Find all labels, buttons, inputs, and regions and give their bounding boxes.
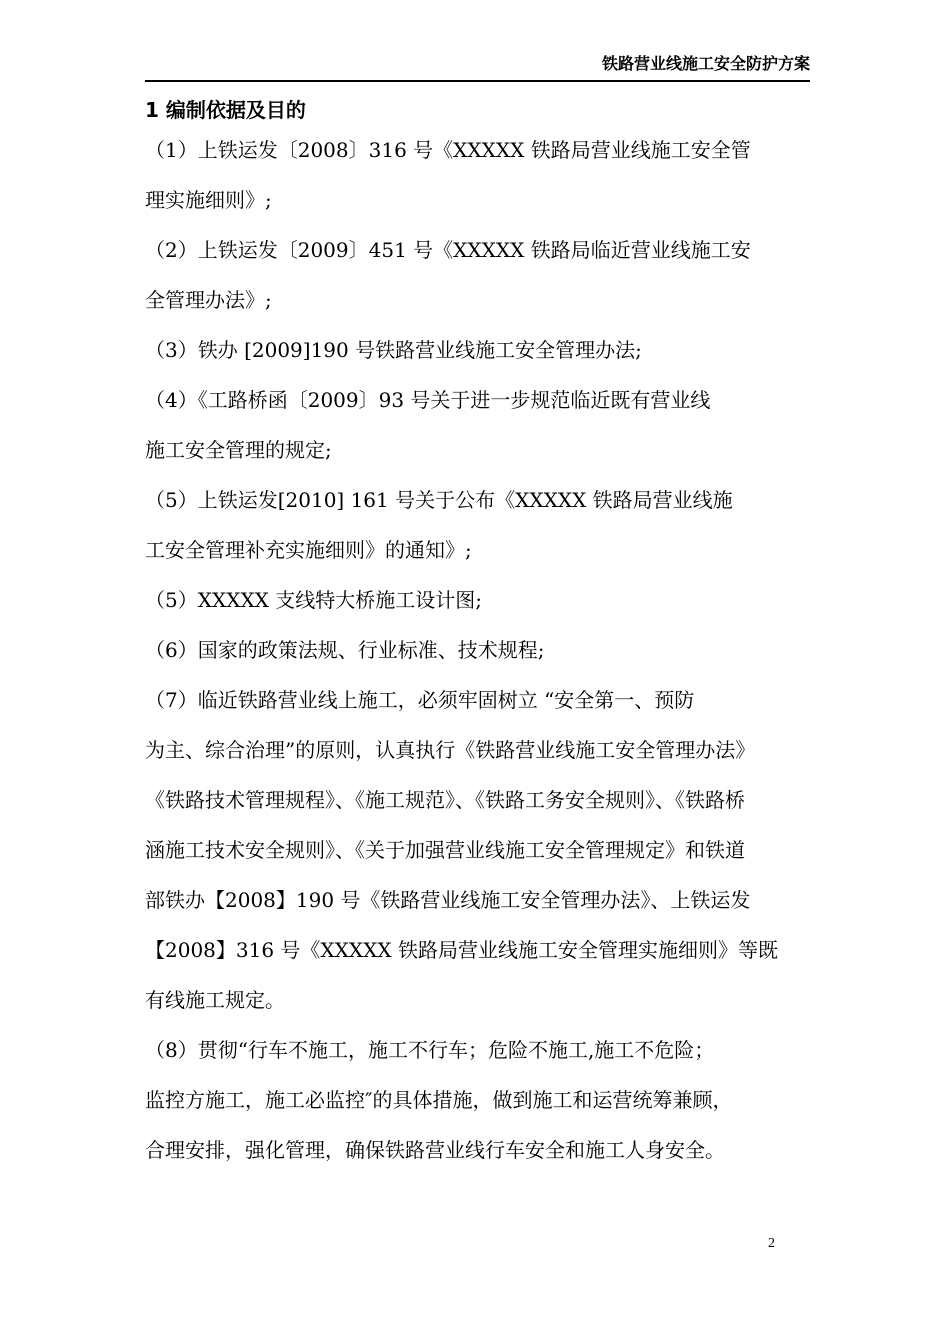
- header-title: 铁路营业线施工安全防护方案: [601, 54, 810, 73]
- body-line: 施工安全管理的规定;: [145, 438, 332, 462]
- body-line: （1）上铁运发〔2008〕316 号《XXXXX 铁路局营业线施工安全管: [145, 138, 751, 162]
- body-line: 【2008】316 号《XXXXX 铁路局营业线施工安全管理实施细则》等既: [145, 938, 778, 962]
- body-line: （5）上铁运发[2010] 161 号关于公布《XXXXX 铁路局营业线施: [145, 488, 733, 512]
- page-header: [145, 52, 810, 82]
- body-line: 工安全管理补充实施细则》的通知》;: [145, 538, 472, 562]
- body-line: （3）铁办 [2009]190 号铁路营业线施工安全管理办法;: [145, 338, 642, 362]
- body-line: 有线施工规定。: [145, 988, 285, 1012]
- body-line: 理实施细则》;: [145, 188, 272, 212]
- body-line: （7）临近铁路营业线上施工，必须牢固树立 “安全第一、预防: [145, 688, 695, 712]
- body-line: 监控方施工，施工必监控″的具体措施，做到施工和运营统筹兼顾，: [145, 1088, 733, 1112]
- body-line: 部铁办【2008】190 号《铁路营业线施工安全管理办法》、上铁运发: [145, 888, 751, 912]
- page-number: 2: [768, 1236, 775, 1251]
- body-line: 《铁路技术管理规程》、《施工规范》、《铁路工务安全规则》、《铁路桥: [145, 788, 745, 812]
- body-line: （6）国家的政策法规、行业标准、技术规程;: [145, 638, 545, 662]
- body-line: （2）上铁运发〔2009〕451 号《XXXXX 铁路局临近营业线施工安: [145, 238, 751, 262]
- body-line: （5）XXXXX 支线特大桥施工设计图;: [145, 588, 483, 612]
- body-line: 为主、综合治理”的原则，认真执行《铁路营业线施工安全管理办法》: [145, 738, 756, 762]
- body-line: （8）贯彻“行车不施工，施工不行车；危险不施工,施工不危险；: [145, 1038, 715, 1062]
- body-line: 涵施工技术安全规则》、《关于加强营业线施工安全管理规定》和铁道: [145, 838, 745, 862]
- body-line: 全管理办法》;: [145, 288, 272, 312]
- body-line: 合理安排，强化管理，确保铁路营业线行车安全和施工人身安全。: [145, 1138, 725, 1162]
- section-title: 1 编制依据及目的: [145, 98, 306, 122]
- body-line: （4）《工路桥函〔2009〕93 号关于进一步规范临近既有营业线: [145, 388, 711, 412]
